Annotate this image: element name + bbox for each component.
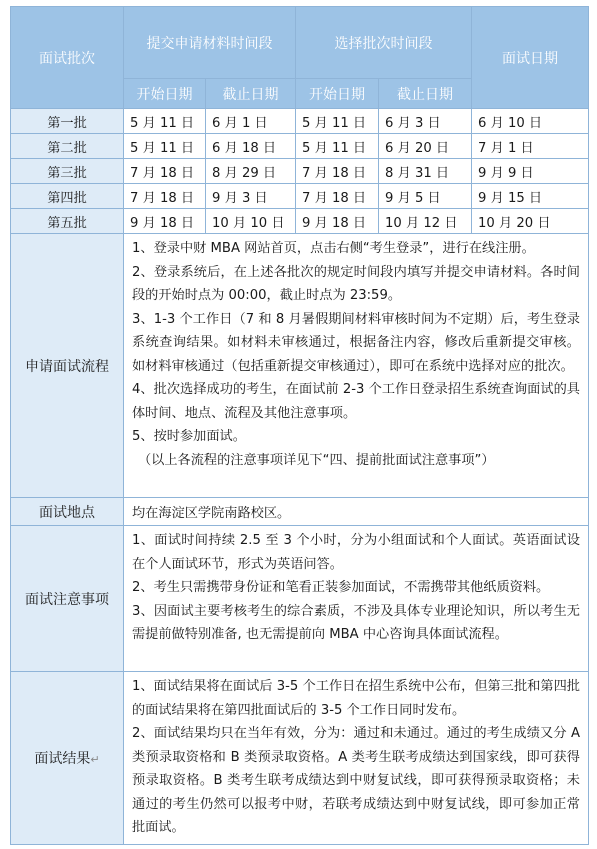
select-end-date: 6 月 20 日 bbox=[379, 134, 472, 159]
table-row bbox=[11, 159, 589, 184]
notes-text bbox=[124, 526, 589, 672]
interview-schedule-table bbox=[10, 6, 589, 845]
submit-end-date: 10 月 10 日 bbox=[206, 209, 296, 234]
submit-period-header: 提交申请材料时间段 bbox=[124, 7, 296, 79]
select-start-date: 5 月 11 日 bbox=[296, 134, 379, 159]
notes-label: 面试注意事项 bbox=[11, 526, 124, 672]
batch-column-header: 面试批次 bbox=[11, 7, 124, 109]
interview-date: 9 月 9 日 bbox=[472, 159, 589, 184]
submit-start-date: 5 月 11 日 bbox=[124, 109, 206, 134]
batch-name: 第三批 bbox=[11, 159, 124, 184]
result-item-2: 2、面试结果均只在当年有效，分为：通过和未通过。通过的考生成绩又分 A 类预录取资格和 B 类预录取资格。A 类考生联考成绩达到国家线，即可获得预录取资格。B 类考生联考成绩达到中财复试线，即可获得预录取资格；未通过的考生仍然可以报考中财，若联考成绩达到中财复试线，即可参加正常批面试。 bbox=[132, 726, 580, 835]
select-start-header: 开始日期 bbox=[296, 79, 379, 109]
interview-date: 10 月 20 日 bbox=[472, 209, 589, 234]
submit-end-header: 截止日期 bbox=[206, 79, 296, 109]
table-row bbox=[11, 184, 589, 209]
interview-date-header: 面试日期 bbox=[472, 7, 589, 109]
process-step-5: 5、按时参加面试。 bbox=[132, 429, 246, 444]
submit-end-date: 9 月 3 日 bbox=[206, 184, 296, 209]
batch-name: 第五批 bbox=[11, 209, 124, 234]
process-step-1: 1、登录中财 MBA 网站首页，点击右侧“考生登录”，进行在线注册。 bbox=[132, 241, 535, 256]
submit-start-date: 7 月 18 日 bbox=[124, 159, 206, 184]
note-item-3: 3、因面试主要考核考生的综合素质，不涉及具体专业理论知识，所以考生无需提前做特别准备, 也无需提前向 MBA 中心咨询具体面试流程。 bbox=[132, 603, 580, 642]
location-text: 均在海淀区学院南路校区。 bbox=[124, 498, 589, 526]
select-end-date: 8 月 31 日 bbox=[379, 159, 472, 184]
submit-end-date: 6 月 1 日 bbox=[206, 109, 296, 134]
process-footnote: （以上各流程的注意事项详见下“四、提前批面试注意事项”） bbox=[138, 452, 495, 468]
interview-date: 6 月 10 日 bbox=[472, 109, 589, 134]
submit-start-date: 7 月 18 日 bbox=[124, 184, 206, 209]
table-row bbox=[11, 109, 589, 134]
note-item-1: 1、面试时间持续 2.5 至 3 个小时，分为小组面试和个人面试。英语面试设在个人面试环节，形式为英语问答。 bbox=[132, 533, 580, 572]
interview-date: 7 月 1 日 bbox=[472, 134, 589, 159]
process-text bbox=[124, 234, 589, 498]
select-end-date: 6 月 3 日 bbox=[379, 109, 472, 134]
process-label: 申请面试流程 bbox=[11, 234, 124, 498]
result-label-cell bbox=[11, 672, 124, 845]
process-step-4: 4、批次选择成功的考生，在面试前 2-3 个工作日登录招生系统查询面试的具体时间、地点、流程及其他注意事项。 bbox=[132, 382, 580, 421]
process-step-2: 2、登录系统后，在上述各批次的规定时间段内填写并提交申请材料。各时间段的开始时点为 00:00，截止时点为 23:59。 bbox=[132, 264, 580, 303]
submit-end-date: 6 月 18 日 bbox=[206, 134, 296, 159]
interview-date: 9 月 15 日 bbox=[472, 184, 589, 209]
return-mark: ↵ bbox=[90, 752, 100, 766]
batch-name: 第一批 bbox=[11, 109, 124, 134]
process-step-3: 3、1-3 个工作日（7 和 8 月暑假期间材料审核时间为不定期）后，考生登录系统查询结果。如材料未审核通过，根据备注内容，修改后重新提交审核。如材料审核通过（包括重新提交审核通过），即可在系统中选择对应的批次。 bbox=[132, 311, 580, 374]
note-item-2: 2、考生只需携带身份证和笔看正装参加面试，不需携带其他纸质资料。 bbox=[132, 580, 550, 595]
select-start-date: 7 月 18 日 bbox=[296, 159, 379, 184]
submit-start-date: 5 月 11 日 bbox=[124, 134, 206, 159]
batch-name: 第四批 bbox=[11, 184, 124, 209]
select-period-header: 选择批次时间段 bbox=[296, 7, 472, 79]
batch-name: 第二批 bbox=[11, 134, 124, 159]
select-end-date: 10 月 12 日 bbox=[379, 209, 472, 234]
select-start-date: 9 月 18 日 bbox=[296, 209, 379, 234]
location-label: 面试地点 bbox=[11, 498, 124, 526]
result-item-1: 1、面试结果将在面试后 3-5 个工作日在招生系统中公布，但第三批和第四批的面试结果将在第四批面试后的 3-5 个工作日同时发布。 bbox=[132, 679, 580, 718]
result-label: 面试结果 bbox=[34, 750, 91, 767]
select-end-date: 9 月 5 日 bbox=[379, 184, 472, 209]
select-start-date: 7 月 18 日 bbox=[296, 184, 379, 209]
submit-end-date: 8 月 29 日 bbox=[206, 159, 296, 184]
result-text bbox=[124, 672, 589, 845]
table-row bbox=[11, 134, 589, 159]
select-start-date: 5 月 11 日 bbox=[296, 109, 379, 134]
submit-start-date: 9 月 18 日 bbox=[124, 209, 206, 234]
select-end-header: 截止日期 bbox=[379, 79, 472, 109]
submit-start-header: 开始日期 bbox=[124, 79, 206, 109]
table-row bbox=[11, 209, 589, 234]
